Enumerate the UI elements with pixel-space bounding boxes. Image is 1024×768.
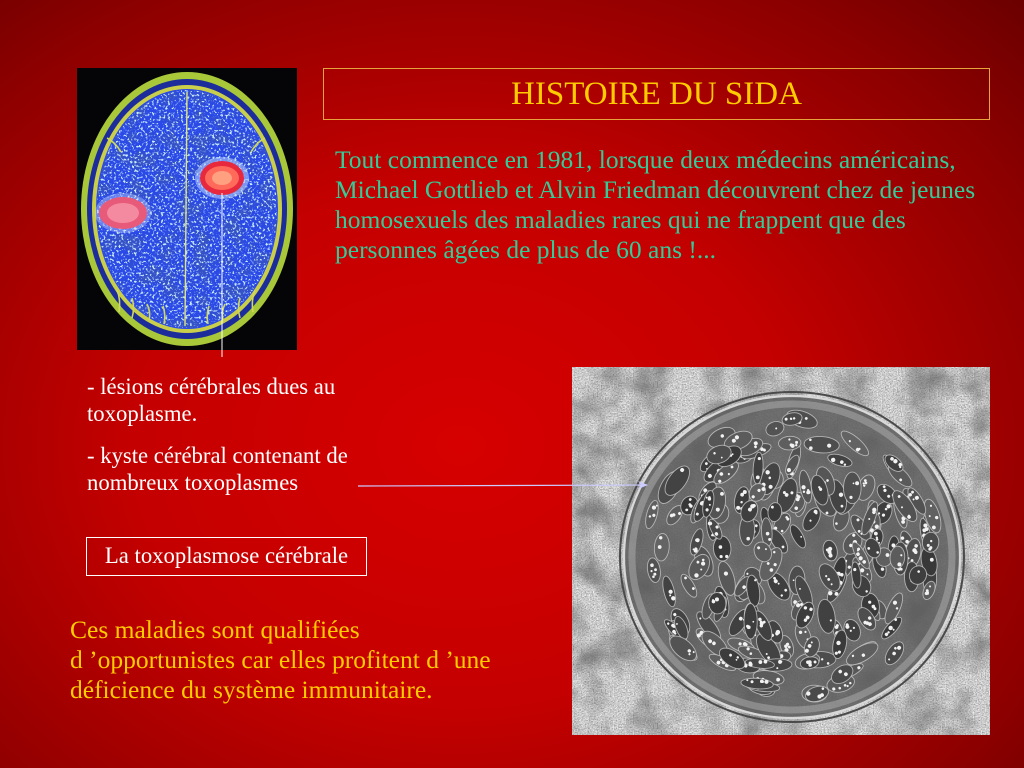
- lesion-center: [212, 171, 232, 185]
- parasite-body: [843, 472, 861, 504]
- parasite-granule: [849, 496, 852, 499]
- intro-line: Tout commence en 1981, lorsque deux médecins américains,: [335, 145, 956, 174]
- intro-paragraph: [335, 145, 975, 265]
- lesion-left: [95, 193, 151, 233]
- figure-label: La toxoplasmose cérébrale: [104, 543, 349, 569]
- parasite-body: [744, 603, 757, 638]
- caption-cyst: [87, 442, 348, 496]
- title-box: [323, 68, 990, 120]
- lesion-inner: [107, 203, 139, 223]
- parasite: [744, 603, 757, 638]
- figure-label-box: [86, 537, 367, 576]
- parasite-granule: [746, 625, 749, 628]
- lesion-right: [195, 157, 249, 199]
- caption-line: nombreux toxoplasmes: [87, 470, 299, 495]
- micrograph-image: [572, 367, 990, 735]
- parasite-granule: [855, 481, 859, 485]
- conclusion-line: Ces maladies sont qualifiées: [70, 615, 360, 644]
- caption-line: - lésions cérébrales dues au: [87, 374, 336, 399]
- caption-lesions: [87, 373, 335, 427]
- caption-line: toxoplasme.: [87, 401, 198, 426]
- intro-line: Michael Gottlieb et Alvin Friedman découvrent chez de jeunes: [335, 175, 976, 204]
- slide-title: HISTOIRE DU SIDA: [511, 75, 802, 112]
- intro-line: homosexuels des maladies rares qui ne frappent que des: [335, 205, 906, 234]
- parasite: [843, 472, 861, 504]
- parasite-granule: [752, 621, 754, 623]
- intro-line: personnes âgées de plus de 60 ans !...: [335, 235, 716, 264]
- conclusion-line: d ’opportunistes car elles profitent d ’une: [70, 645, 491, 674]
- caption-line: - kyste cérébral contenant de: [87, 443, 348, 468]
- conclusion-paragraph: [70, 615, 491, 705]
- parasite-granule: [853, 483, 855, 485]
- conclusion-line: déficience du système immunitaire.: [70, 675, 433, 704]
- brain-mri-image: [77, 68, 297, 350]
